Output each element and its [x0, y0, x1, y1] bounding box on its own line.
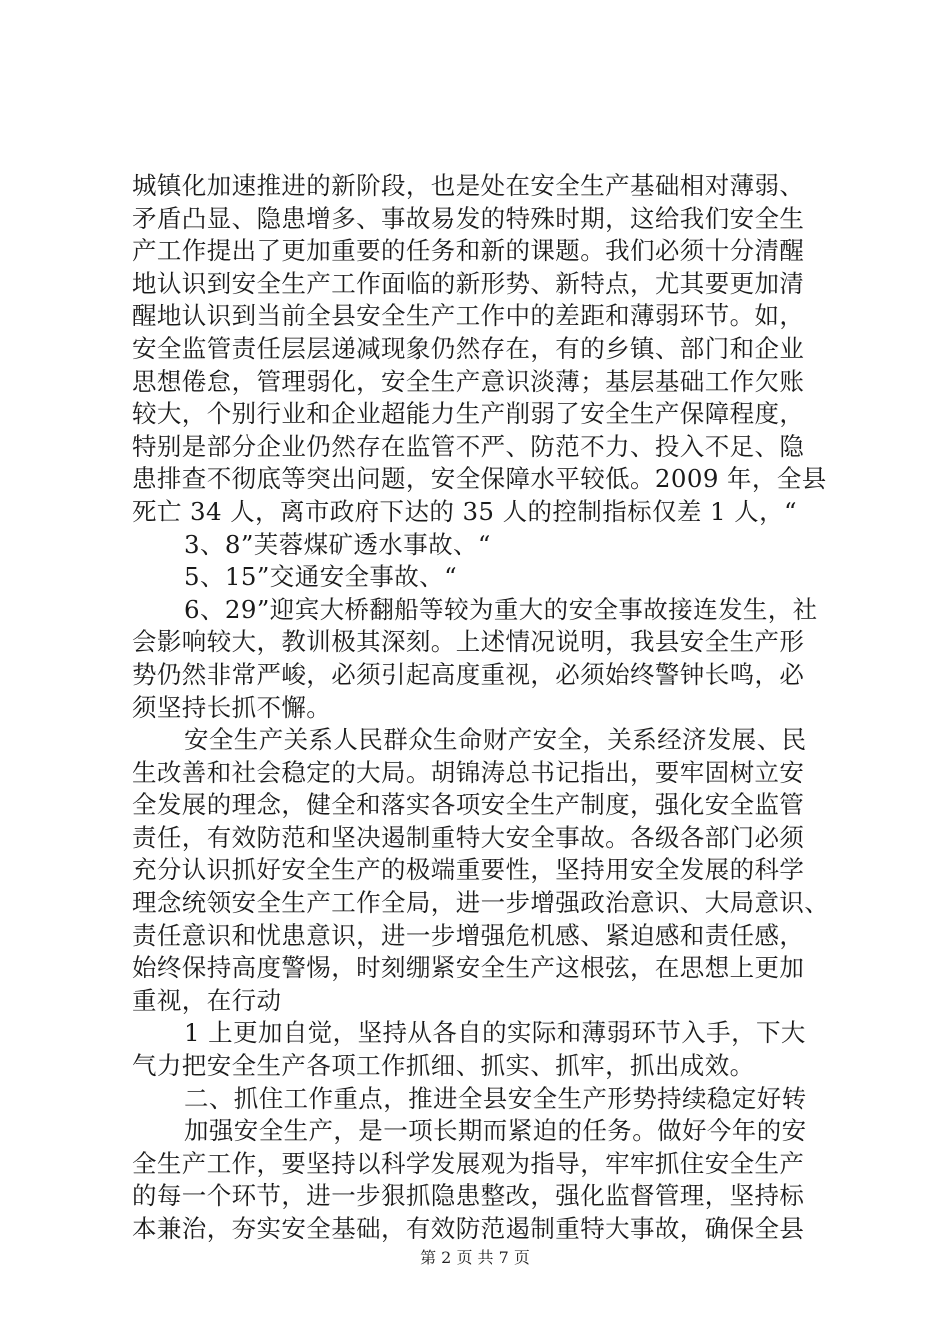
text-line: 二、抓住工作重点，推进全县安全生产形势持续稳定好转: [184, 1083, 807, 1113]
text-line: 安全监管责任层层递减现象仍然存在，有的乡镇、部门和企业: [132, 333, 805, 363]
text-line: 患排查不彻底等突出问题，安全保障水平较低。2009 年，全县: [132, 464, 827, 494]
text-line: 本兼治，夯实安全基础，有效防范遏制重特大事故，确保全县: [132, 1214, 805, 1243]
text-line: 重视，在行动: [132, 985, 282, 1015]
text-line: 矛盾凸显、隐患增多、事故易发的特殊时期，这给我们安全生: [132, 203, 805, 233]
page-footer: 第 2 页 共 7 页: [420, 1248, 530, 1267]
text-line: 5、15”交通安全事故、“: [184, 562, 458, 592]
text-line: 须坚持长抓不懈。: [132, 692, 332, 722]
text-line: 充分认识抓好安全生产的极端重要性，坚持用安全发展的科学: [132, 855, 805, 885]
text-line: 较大，个别行业和企业超能力生产削弱了安全生产保障程度，: [132, 399, 805, 429]
text-line: 势仍然非常严峻，必须引起高度重视，必须始终警钟长鸣，必: [132, 659, 805, 689]
text-line: 城镇化加速推进的新阶段，也是处在安全生产基础相对薄弱、: [132, 171, 805, 200]
text-line: 全生产工作，要坚持以科学发展观为指导，牢牢抓住安全生产: [132, 1148, 805, 1178]
document-body: [132, 170, 832, 1246]
text-line: 1 上更加自觉，坚持从各自的实际和薄弱环节入手，下大: [184, 1018, 806, 1048]
text-line: 3、8”芙蓉煤矿透水事故、“: [184, 529, 491, 559]
text-line: 安全生产关系人民群众生命财产安全，关系经济发展、民: [184, 725, 807, 755]
text-line: 加强安全生产，是一项长期而紧迫的任务。做好今年的安: [184, 1116, 807, 1146]
text-line: 生改善和社会稳定的大局。胡锦涛总书记指出，要牢固树立安: [132, 757, 805, 787]
text-line: 气力把安全生产各项工作抓细、抓实、抓牢，抓出成效。: [132, 1051, 755, 1081]
text-line: 责任意识和忧患意识，进一步增强危机感、紧迫感和责任感，: [132, 920, 805, 950]
text-line: 产工作提出了更加重要的任务和新的课题。我们必须十分清醒: [132, 236, 805, 266]
text-line: 会影响较大，教训极其深刻。上述情况说明，我县安全生产形: [132, 627, 805, 657]
text-line: 责任，有效防范和坚决遏制重特大安全事故。各级各部门必须: [132, 822, 805, 852]
text-line: 死亡 34 人，离市政府下达的 35 人的控制指标仅差 1 人，“: [132, 496, 797, 526]
text-line: 地认识到安全生产工作面临的新形势、新特点，尤其要更加清: [132, 268, 805, 298]
text-line: 特别是部分企业仍然存在监管不严、防范不力、投入不足、隐: [132, 431, 805, 461]
text-line: 醒地认识到当前全县安全生产工作中的差距和薄弱环节。如，: [132, 301, 805, 331]
text-line: 始终保持高度警惕，时刻绷紧安全生产这根弦，在思想上更加: [132, 953, 805, 983]
text-line: 全发展的理念，健全和落实各项安全生产制度，强化安全监管: [132, 790, 805, 820]
text-line: 的每一个环节，进一步狠抓隐患整改，强化监督管理，坚持标: [132, 1181, 805, 1211]
text-line: 6、29”迎宾大桥翻船等较为重大的安全事故接连发生，社: [184, 594, 818, 624]
text-line: 理念统领安全生产工作全局，进一步增强政治意识、大局意识、: [132, 888, 830, 918]
text-line: 思想倦怠，管理弱化，安全生产意识淡薄；基层基础工作欠账: [132, 366, 805, 396]
